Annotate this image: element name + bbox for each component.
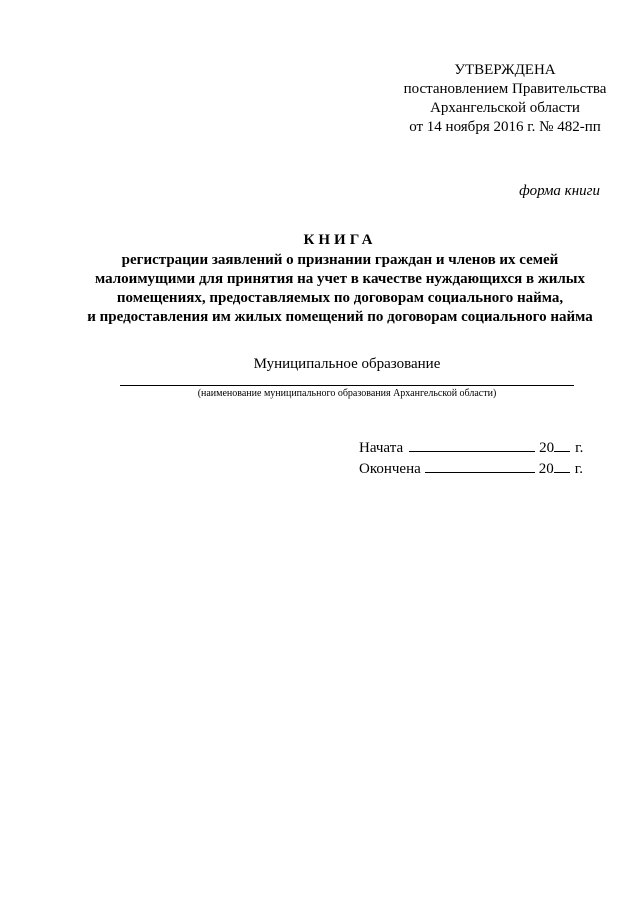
ended-year-blank bbox=[554, 458, 570, 473]
document-title bbox=[70, 231, 610, 327]
title-line-3: помещениях, предоставляемых по договорам социального найма, bbox=[116, 290, 564, 306]
ended-label: Окончена bbox=[359, 461, 421, 477]
book-heading: КНИГА bbox=[303, 232, 377, 248]
started-year-prefix: 20 bbox=[539, 440, 555, 456]
ended-year-prefix: 20 bbox=[538, 461, 554, 477]
title-line-1: регистрации заявлений о признании граждан и членов их семей bbox=[121, 252, 559, 268]
ended-row bbox=[359, 458, 583, 479]
title-line-2: малоимущими для принятия на учет в качестве нуждающихся в жилых bbox=[95, 271, 585, 287]
approval-title: УТВЕРЖДЕНА bbox=[454, 62, 556, 78]
approval-line-region: Архангельской области bbox=[430, 100, 580, 116]
form-note: форма книги bbox=[519, 183, 600, 199]
book-dates bbox=[359, 437, 583, 479]
started-year-suffix: г. bbox=[575, 440, 584, 456]
municipality-fill-line bbox=[120, 385, 574, 386]
municipality-label: Муниципальное образование bbox=[253, 356, 441, 372]
approval-line-date: от 14 ноября 2016 г. № 482-пп bbox=[409, 119, 601, 135]
started-row bbox=[359, 437, 583, 458]
ended-year-suffix: г. bbox=[574, 461, 583, 477]
approval-line-decree: постановлением Правительства bbox=[403, 81, 607, 97]
ended-date-blank bbox=[425, 458, 535, 473]
started-year-blank bbox=[554, 437, 570, 452]
title-line-4: и предоставления им жилых помещений по договорам социального найма bbox=[87, 309, 593, 325]
started-date-blank bbox=[409, 437, 535, 452]
started-label: Начата bbox=[359, 440, 404, 456]
approval-stamp bbox=[360, 61, 640, 137]
municipality-caption: (наименование муниципального образования Архангельской области) bbox=[197, 388, 497, 399]
